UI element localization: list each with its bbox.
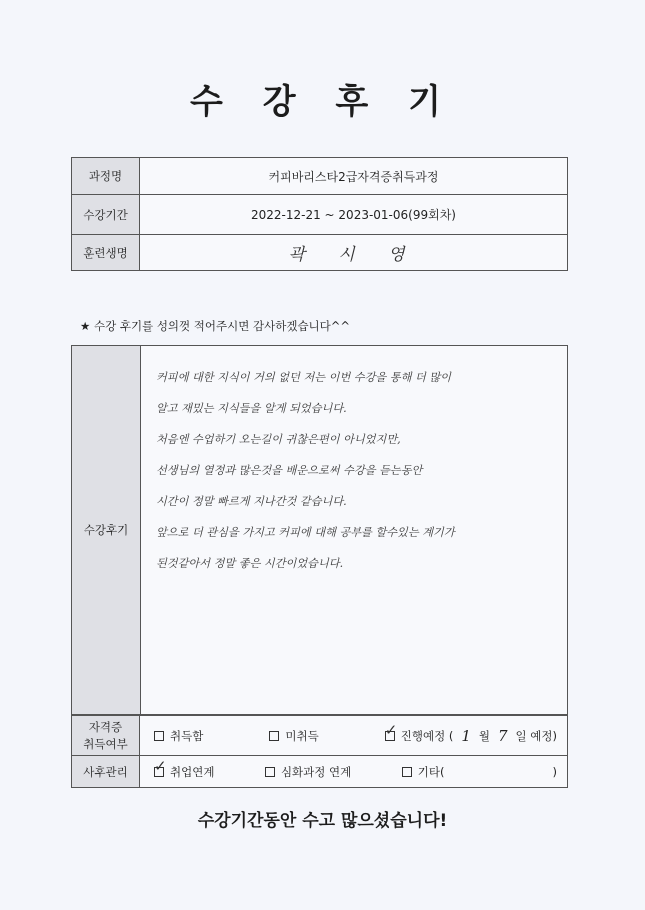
cert-option-acquired-label: 취득함 xyxy=(170,728,204,743)
trainee-name-handwritten: 곽 시 영 xyxy=(288,245,419,265)
period-row xyxy=(72,195,568,235)
cert-option-planned[interactable] xyxy=(384,720,557,745)
cert-day-unit: 일 예정) xyxy=(515,728,557,743)
followup-option-other-close: ) xyxy=(552,764,557,779)
checkbox-icon xyxy=(265,767,275,777)
review-line: 알고 재밌는 지식들을 알게 되었습니다. xyxy=(156,402,347,415)
review-label: 수강후기 xyxy=(72,346,141,714)
checkbox-checked-icon xyxy=(154,756,167,777)
review-line: 선생님의 열정과 많은것을 배운으로써 수강을 듣는동안 xyxy=(156,464,423,477)
followup-label: 사후관리 xyxy=(72,756,140,788)
followup-option-advanced[interactable] xyxy=(265,764,351,780)
review-line: 시간이 정말 빠르게 지나간것 같습니다. xyxy=(156,495,347,508)
cert-month-value: 1 xyxy=(461,726,471,745)
period-label: 수강기간 xyxy=(72,195,140,235)
trainee-cell xyxy=(140,235,568,271)
instruction-note: ★ 수강 후기를 성의껏 적어주시면 감사하겠습니다^^ xyxy=(80,319,351,333)
course-row xyxy=(72,158,568,195)
followup-option-employment-label: 취업연계 xyxy=(170,764,215,779)
checkbox-icon xyxy=(269,731,279,741)
followup-options xyxy=(140,756,568,788)
cert-option-planned-label: 진행예정 ( xyxy=(400,728,454,743)
review-line: 처음엔 수업하기 오는길이 귀찮은편이 아니었지만, xyxy=(156,433,401,446)
checkbox-checked-icon xyxy=(384,720,398,741)
course-info-table xyxy=(71,157,568,271)
cert-option-not-acquired-label: 미취득 xyxy=(285,728,319,743)
review-line: 앞으로 더 관심을 가지고 커피에 대해 공부를 할수있는 계기가 xyxy=(156,526,455,539)
review-text xyxy=(156,362,556,579)
course-label: 과정명 xyxy=(72,158,140,195)
cert-label xyxy=(72,716,140,756)
period-value: 2022-12-21 ~ 2023-01-06(99회차) xyxy=(140,195,568,235)
checkbox-icon xyxy=(154,731,164,741)
cert-day-value: 7 xyxy=(497,726,508,745)
cert-options xyxy=(140,716,568,756)
closing-message: 수강기간동안 수고 많으셨습니다! xyxy=(197,811,448,831)
trainee-row xyxy=(72,235,568,271)
status-table xyxy=(71,715,568,788)
cert-month-unit: 월 xyxy=(478,728,490,743)
review-section xyxy=(71,345,568,715)
document-title: 수 강 후 기 xyxy=(190,82,455,122)
course-value: 커피바리스타2급자격증취득과정 xyxy=(140,158,568,195)
cert-label-line2: 취득여부 xyxy=(83,736,128,751)
trainee-label: 훈련생명 xyxy=(72,235,140,271)
review-line: 된것같아서 정말 좋은 시간이었습니다. xyxy=(156,557,344,570)
checkmark-icon: ✓ xyxy=(384,720,398,739)
followup-option-other[interactable] xyxy=(402,764,557,780)
followup-option-advanced-label: 심화과정 연계 xyxy=(280,764,352,779)
review-line: 커피에 대한 지식이 거의 없던 저는 이번 수강을 통해 더 많이 xyxy=(156,371,451,384)
followup-row xyxy=(72,756,568,788)
cert-option-not-acquired[interactable] xyxy=(269,728,318,744)
checkbox-icon xyxy=(402,767,412,777)
checkmark-icon: ✓ xyxy=(154,756,167,775)
followup-option-other-label: 기타( xyxy=(417,764,445,779)
cert-label-line1: 자격증 xyxy=(88,719,123,734)
cert-option-acquired[interactable] xyxy=(154,728,203,744)
followup-option-employment[interactable] xyxy=(154,756,215,780)
cert-row xyxy=(72,716,568,756)
